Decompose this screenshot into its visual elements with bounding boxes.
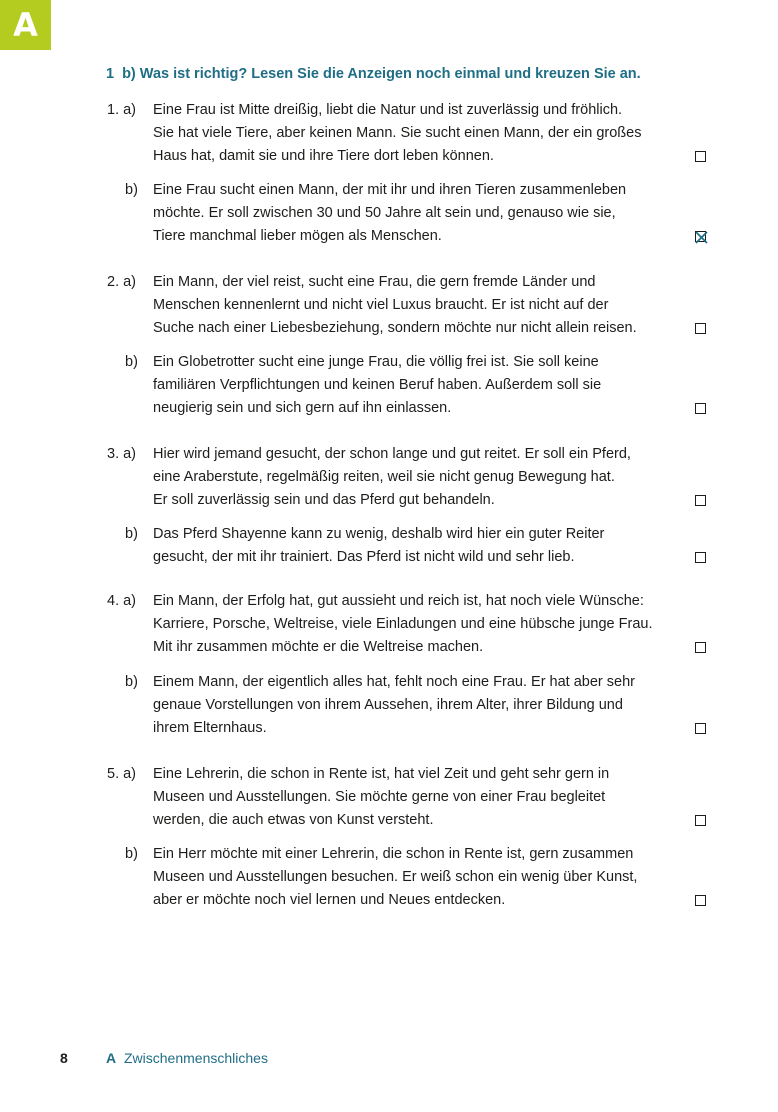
statement-line: ihrem Elternhaus. <box>153 720 267 736</box>
answer-checkbox[interactable] <box>695 151 706 162</box>
section-tab: A <box>0 0 51 50</box>
statement-line: Suche nach einer Liebesbeziehung, sondern möchte nur nicht allein reisen. <box>153 320 637 336</box>
chapter-letter: A <box>106 1050 117 1066</box>
statement-line: Haus hat, damit sie und ihre Tiere dort leben können. <box>153 148 494 164</box>
statement-label: b) <box>125 846 138 862</box>
statement-line: Museen und Ausstellungen besuchen. Er weiß schon ein wenig über Kunst, <box>153 869 638 885</box>
statement-line: gesucht, der mit ihr trainiert. Das Pferd ist nicht wild und sehr lieb. <box>153 549 575 565</box>
answer-checkbox[interactable] <box>695 323 706 334</box>
statement-text <box>153 351 688 420</box>
statement-label: b) <box>125 182 138 198</box>
statement-label: 1. a) <box>107 102 137 118</box>
statement-text <box>153 99 688 168</box>
statement-line: familiären Verpflichtungen und keinen Beruf haben. Außerdem soll sie <box>153 377 602 393</box>
statement-line: Einem Mann, der eigentlich alles hat, fehlt noch eine Frau. Er hat aber sehr <box>153 674 635 690</box>
statement-line: Eine Lehrerin, die schon in Rente ist, hat viel Zeit und geht sehr gern in <box>153 766 610 782</box>
exercise-heading <box>106 66 641 82</box>
statement-text <box>153 843 688 912</box>
statement-text <box>153 590 688 659</box>
exercise-instruction: b) Was ist richtig? Lesen Sie die Anzeigen noch einmal und kreuzen Sie an. <box>122 66 641 82</box>
statement-line: Mit ihr zusammen möchte er die Weltreise machen. <box>153 639 484 655</box>
statement-label: b) <box>125 354 138 370</box>
answer-checkbox[interactable] <box>695 815 706 826</box>
statement-label: 2. a) <box>107 274 137 290</box>
answer-checkbox[interactable] <box>695 552 706 563</box>
answer-checkbox[interactable] <box>695 723 706 734</box>
statement-line: neugierig sein und sich gern auf ihn einlassen. <box>153 400 452 416</box>
statement-text <box>153 763 688 832</box>
checkmark-x-icon <box>694 230 709 245</box>
statement-line: Sie hat viele Tiere, aber keinen Mann. Sie sucht einen Mann, der ein großes <box>153 125 642 141</box>
statement-line: Ein Globetrotter sucht eine junge Frau, die völlig frei ist. Sie soll keine <box>153 354 599 370</box>
exercise-number: 1 <box>106 66 115 82</box>
statement-line: möchte. Er soll zwischen 30 und 50 Jahre alt sein und, genauso wie sie, <box>153 205 616 221</box>
statement-line: werden, die auch etwas von Kunst versteht. <box>153 812 434 828</box>
statement-text <box>153 271 688 340</box>
statement-line: Tiere manchmal lieber mögen als Menschen. <box>153 228 442 244</box>
statement-text <box>153 671 688 740</box>
statement-line: Hier wird jemand gesucht, der schon lange und gut reitet. Er soll ein Pferd, <box>153 446 631 462</box>
answer-checkbox[interactable] <box>695 231 706 242</box>
statement-line: Museen und Ausstellungen. Sie möchte gerne von einer Frau begleitet <box>153 789 606 805</box>
statement-line: Ein Mann, der Erfolg hat, gut aussieht und reich ist, hat noch viele Wünsche: <box>153 593 644 609</box>
answer-checkbox[interactable] <box>695 642 706 653</box>
statement-line: eine Araberstute, regelmäßig reiten, weil sie nicht genug Bewegung hat. <box>153 469 615 485</box>
statement-label: 4. a) <box>107 593 137 609</box>
answer-checkbox[interactable] <box>695 403 706 414</box>
statement-text <box>153 179 688 248</box>
statement-label: 5. a) <box>107 766 137 782</box>
answer-checkbox[interactable] <box>695 495 706 506</box>
statement-text <box>153 523 688 569</box>
answer-checkbox[interactable] <box>695 895 706 906</box>
statement-line: Menschen kennenlernt und nicht viel Luxus braucht. Er ist nicht auf der <box>153 297 609 313</box>
statement-line: Er soll zuverlässig sein und das Pferd gut behandeln. <box>153 492 495 508</box>
statement-label: b) <box>125 674 138 690</box>
statement-line: Eine Frau sucht einen Mann, der mit ihr und ihren Tieren zusammenleben <box>153 182 627 198</box>
page-number: 8 <box>60 1050 68 1066</box>
chapter-title: Zwischenmenschliches <box>124 1050 268 1066</box>
statement-text <box>153 443 688 512</box>
statement-line: Ein Herr möchte mit einer Lehrerin, die schon in Rente ist, gern zusammen <box>153 846 634 862</box>
statement-line: Das Pferd Shayenne kann zu wenig, deshalb wird hier ein guter Reiter <box>153 526 605 542</box>
statement-line: aber er möchte noch viel lernen und Neues entdecken. <box>153 892 506 908</box>
statement-line: genaue Vorstellungen von ihrem Aussehen, ihrem Alter, ihrer Bildung und <box>153 697 623 713</box>
statement-label: b) <box>125 526 138 542</box>
statement-line: Karriere, Porsche, Weltreise, viele Einladungen und eine hübsche junge Frau. <box>153 616 653 632</box>
statement-label: 3. a) <box>107 446 137 462</box>
statement-line: Eine Frau ist Mitte dreißig, liebt die Natur und ist zuverlässig und fröhlich. <box>153 102 623 118</box>
statement-line: Ein Mann, der viel reist, sucht eine Frau, die gern fremde Länder und <box>153 274 596 290</box>
